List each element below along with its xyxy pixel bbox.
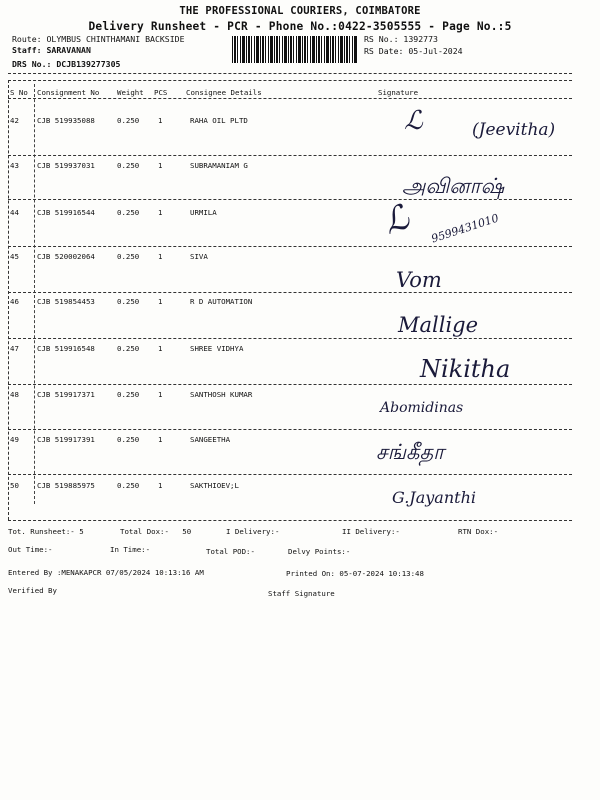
row-pcs: 1: [158, 344, 163, 353]
row-sno: 47: [10, 344, 19, 353]
row-consignee: SUBRAMANIAM G: [190, 161, 248, 170]
row-consignment: CJB 519937031: [37, 161, 95, 170]
row-sno: 44: [10, 208, 19, 217]
row-pcs: 1: [158, 252, 163, 261]
verified-by: Verified By: [8, 586, 57, 595]
row-divider: [8, 155, 572, 156]
row-weight: 0.250: [117, 161, 140, 170]
drs-number: DRS No.: DCJB139277305: [12, 59, 121, 69]
left-border: [8, 80, 9, 520]
signature-scribble-icon: ℒ: [404, 106, 423, 136]
entered-by: Entered By :MENAKAPCR 07/05/2024 10:13:16 AM: [8, 568, 204, 577]
row-weight: 0.250: [117, 435, 140, 444]
row-pcs: 1: [158, 297, 163, 306]
row-weight: 0.250: [117, 208, 140, 217]
header-divider-2: [8, 80, 572, 81]
row-signature: 9599431010: [429, 211, 501, 246]
total-pod: Total POD:-: [206, 547, 255, 556]
row-consignee: SAKTHIOEV;L: [190, 481, 239, 490]
total-dox: Total Dox:- 50: [120, 527, 192, 536]
row-pcs: 1: [158, 161, 163, 170]
row-sno: 49: [10, 435, 19, 444]
row-consignee: R D AUTOMATION: [190, 297, 253, 306]
header-divider: [8, 73, 572, 74]
row-consignment: CJB 519854453: [37, 297, 95, 306]
row-signature: (Jeevitha): [472, 120, 556, 140]
row-divider: [8, 199, 572, 200]
delvy-points: Delvy Points:-: [288, 547, 351, 556]
table-bottom-border: [8, 520, 572, 521]
row-sno: 42: [10, 116, 19, 125]
row-signature: Abomidinas: [380, 400, 464, 416]
row-signature: Nikitha: [420, 355, 511, 383]
row-signature: G.Jayanthi: [392, 488, 476, 507]
row-consignment: CJB 519935088: [37, 116, 95, 125]
row-consignment: CJB 519916544: [37, 208, 95, 217]
row-divider: [8, 338, 572, 339]
row-consignee: SANTHOSH KUMAR: [190, 390, 253, 399]
row-signature: அவினாஷ்: [402, 174, 505, 198]
row-consignment: CJB 519917391: [37, 435, 95, 444]
row-signature: Mallige: [398, 313, 479, 337]
row-consignee: SHREE VIDHYA: [190, 344, 244, 353]
column-divider: [34, 84, 35, 504]
row-pcs: 1: [158, 390, 163, 399]
tot-runsheet: Tot. Runsheet:- 5: [8, 527, 84, 536]
row-consignment: CJB 519917371: [37, 390, 95, 399]
col-pcs: PCS: [154, 88, 168, 97]
row-weight: 0.250: [117, 252, 140, 261]
row-pcs: 1: [158, 116, 163, 125]
rtn-dox: RTN Dox:-: [458, 527, 499, 536]
row-sno: 43: [10, 161, 19, 170]
route-label: Route: OLYMBUS CHINTHAMANI BACKSIDE: [12, 34, 185, 44]
row-pcs: 1: [158, 208, 163, 217]
row-signature: Vom: [396, 268, 442, 292]
row-weight: 0.250: [117, 481, 140, 490]
signature-scribble-icon: ℒ: [377, 197, 415, 243]
col-signature: Signature: [378, 88, 419, 97]
col-weight: Weight: [117, 88, 144, 97]
col-consignment: Consignment No: [37, 88, 100, 97]
row-sno: 45: [10, 252, 19, 261]
staff-label: Staff: SARAVANAN: [12, 45, 91, 55]
row-divider: [8, 384, 572, 385]
row-sno: 50: [10, 481, 19, 490]
runsheet-subtitle: Delivery Runsheet - PCR - Phone No.:0422-3505555 - Page No.:5: [88, 20, 512, 33]
row-consignment: CJB 519916548: [37, 344, 95, 353]
row-divider: [8, 429, 572, 430]
row-weight: 0.250: [117, 344, 140, 353]
row-consignee: RAHA OIL PLTD: [190, 116, 248, 125]
in-time: In Time:-: [110, 545, 151, 554]
row-consignment: CJB 520002064: [37, 252, 95, 261]
printed-on: Printed On: 05-07-2024 10:13:48: [286, 569, 424, 578]
col-sno: S No: [10, 88, 28, 97]
i-delivery: I Delivery:-: [226, 527, 280, 536]
row-sno: 46: [10, 297, 19, 306]
row-divider: [8, 474, 572, 475]
col-consignee: Consignee Details: [186, 88, 262, 97]
row-consignment: CJB 519885975: [37, 481, 95, 490]
ii-delivery: II Delivery:-: [342, 527, 400, 536]
row-weight: 0.250: [117, 297, 140, 306]
barcode: [232, 36, 358, 63]
company-title: THE PROFESSIONAL COURIERS, COIMBATORE: [179, 5, 421, 17]
out-time: Out Time:-: [8, 545, 53, 554]
row-divider: [8, 292, 572, 293]
row-weight: 0.250: [117, 390, 140, 399]
row-divider: [8, 246, 572, 247]
rs-date: RS Date: 05-Jul-2024: [364, 46, 463, 56]
row-consignee: SIVA: [190, 252, 208, 261]
rs-number: RS No.: 1392773: [364, 34, 438, 44]
row-pcs: 1: [158, 481, 163, 490]
row-consignee: URMILA: [190, 208, 217, 217]
column-header-divider: [8, 98, 572, 99]
row-pcs: 1: [158, 435, 163, 444]
row-weight: 0.250: [117, 116, 140, 125]
row-consignee: SANGEETHA: [190, 435, 231, 444]
row-sno: 48: [10, 390, 19, 399]
staff-signature: Staff Signature: [268, 589, 335, 598]
row-signature: சங்கீதா: [376, 440, 445, 464]
